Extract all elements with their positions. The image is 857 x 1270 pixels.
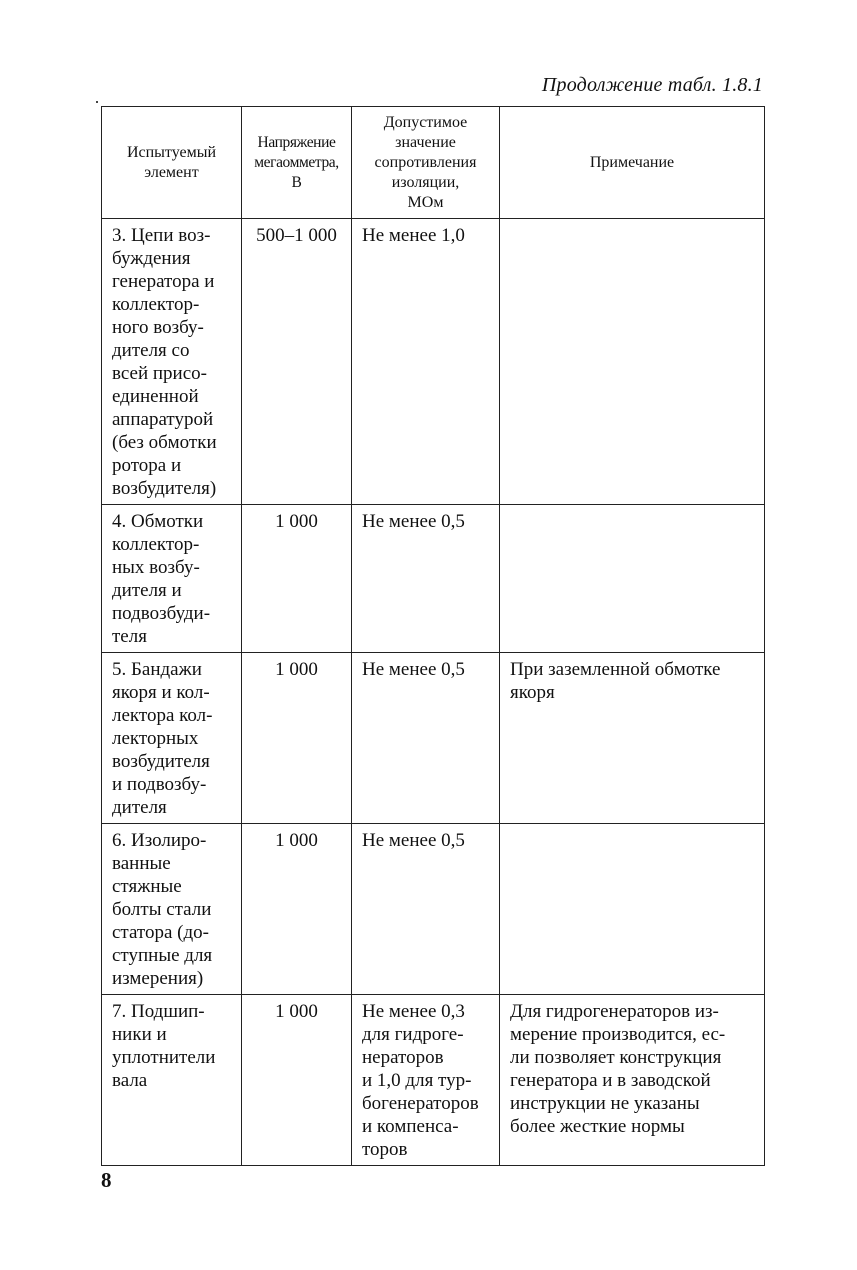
header-note: Примечание [500,107,765,219]
row-voltage: 1 000 [242,824,352,995]
row-resistance: Не менее 0,5 [352,824,500,995]
insulation-resistance-table [101,106,765,1166]
table-header-row [102,107,765,219]
row-element: 4. Обмотки коллектор- ных возбу- дителя и подвозбуди- теля [102,505,242,653]
row-voltage: 1 000 [242,653,352,824]
row-note: Для гидрогенераторов из- мерение производится, ес- ли позволяет конструкция генератора и в заводской инструкции не указаны более жесткие нормы [500,995,765,1166]
row-resistance: Не менее 0,5 [352,505,500,653]
row-note [500,824,765,995]
row-resistance: Не менее 1,0 [352,219,500,505]
page-number: 8 [101,1168,112,1192]
header-tested-element: Испытуемый элемент [102,107,242,219]
row-element: 6. Изолиро- ванные стяжные болты стали статора (до- ступные для измерения) [102,824,242,995]
row-note [500,505,765,653]
header-megohmmeter-voltage: Напряжение мегаомметра, В [242,107,352,219]
row-element: 7. Подшип- ники и уплотнители вала [102,995,242,1166]
header-allowed-resistance: Допустимое значение сопротивления изоляции, МОм [352,107,500,219]
table-row [102,653,765,824]
row-voltage: 500–1 000 [242,219,352,505]
row-element: 5. Бандажи якоря и кол- лектора кол- лекторных возбудителя и подвозбу- дителя [102,653,242,824]
row-note [500,219,765,505]
row-voltage: 1 000 [242,505,352,653]
row-resistance: Не менее 0,5 [352,653,500,824]
row-note: При заземленной обмотке якоря [500,653,765,824]
table-row [102,824,765,995]
table-row [102,219,765,505]
row-resistance: Не менее 0,3 для гидроге- нераторов и 1,0 для тур- богенераторов и компенса- торов [352,995,500,1166]
table-row [102,995,765,1166]
table-row [102,505,765,653]
row-voltage: 1 000 [242,995,352,1166]
row-element: 3. Цепи воз- буждения генератора и коллектор- ного возбу- дителя со всей присо- единенной аппаратурой (без обмотки ротора и возбудителя) [102,219,242,505]
stray-dot [96,101,98,103]
table-continuation-caption: Продолжение табл. 1.8.1 [541,74,763,96]
